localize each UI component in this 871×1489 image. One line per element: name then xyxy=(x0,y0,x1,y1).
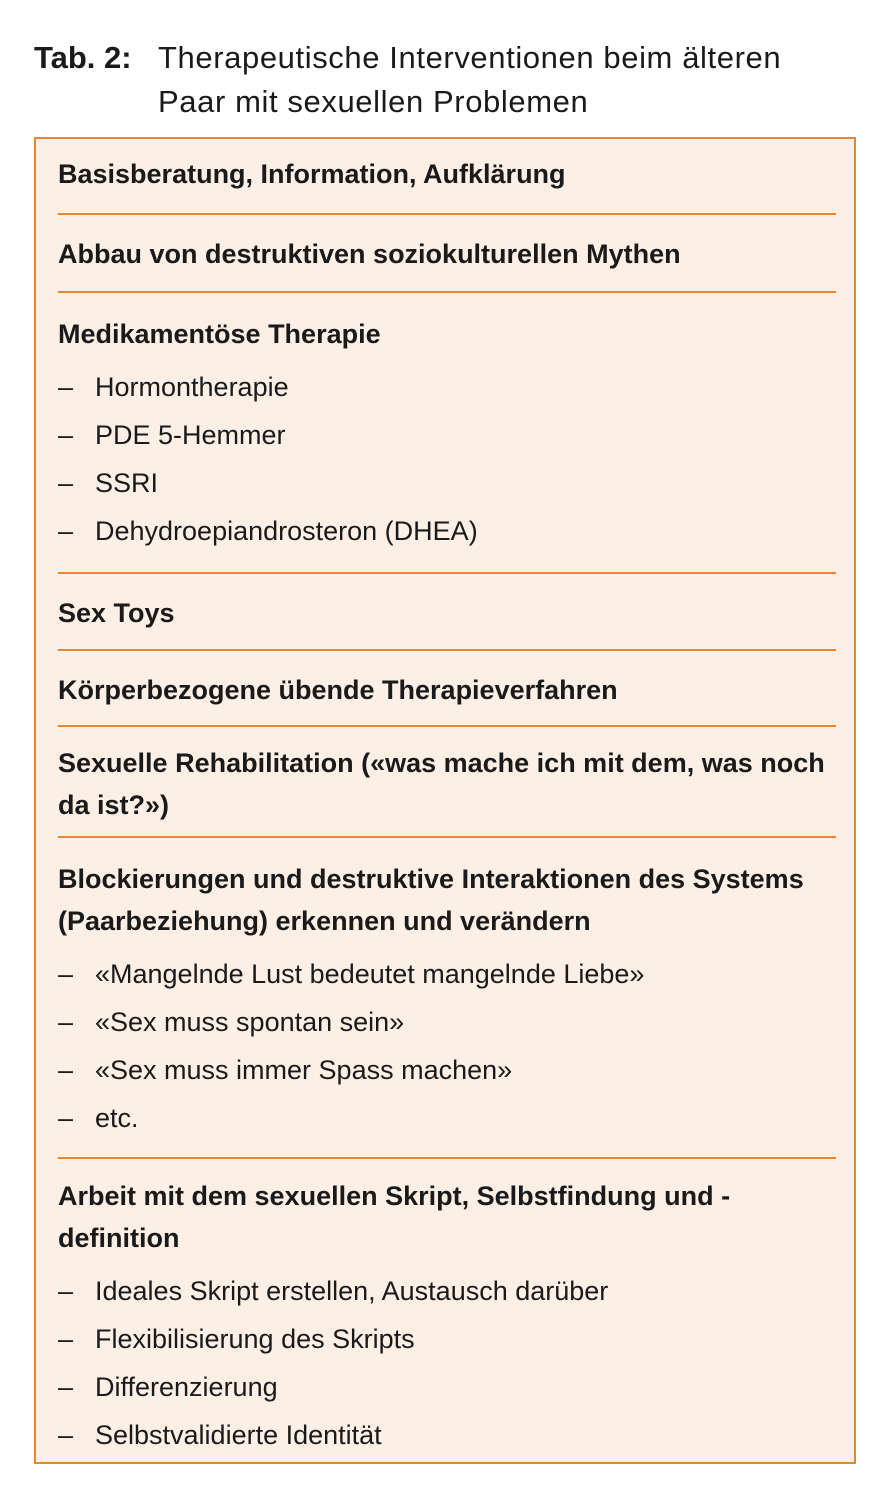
list-item-text: SSRI xyxy=(95,468,159,498)
section-item-list xyxy=(58,950,836,1142)
intervention-table xyxy=(34,137,856,1464)
list-item xyxy=(58,1315,836,1363)
list-item xyxy=(58,1267,836,1315)
dash-bullet: – xyxy=(58,1103,74,1133)
table-section xyxy=(58,592,836,634)
section-title: Medikamentöse Therapie xyxy=(58,319,381,349)
caption-label: Tab. 2: xyxy=(34,40,132,75)
list-item xyxy=(58,411,836,459)
section-title: Blockierungen und destruktive Interaktionen des Systems (Paarbeziehung) erkennen und verändern xyxy=(58,864,804,936)
section-title: Basisberatung, Information, Aufklärung xyxy=(58,159,566,189)
section-title: Abbau von destruktiven soziokulturellen Mythen xyxy=(58,239,681,269)
section-divider xyxy=(58,649,836,651)
dash-bullet: – xyxy=(58,516,74,546)
list-item xyxy=(58,1046,836,1094)
section-divider xyxy=(58,572,836,574)
dash-bullet: – xyxy=(58,468,74,498)
section-divider xyxy=(58,213,836,215)
dash-bullet: – xyxy=(58,1055,74,1085)
section-item-list xyxy=(58,1267,836,1459)
section-title: Sex Toys xyxy=(58,598,175,628)
list-item-text: «Sex muss spontan sein» xyxy=(95,1007,405,1037)
list-item-text: PDE 5-Hemmer xyxy=(95,420,286,450)
list-item-text: «Mangelnde Lust bedeutet mangelnde Liebe» xyxy=(95,959,645,989)
table-section xyxy=(58,742,836,826)
list-item-text: Differenzierung xyxy=(95,1372,278,1402)
list-item-text: Flexibilisierung des Skripts xyxy=(95,1324,415,1354)
list-item-text: Dehydroepiandrosteron (DHEA) xyxy=(95,516,478,546)
dash-bullet: – xyxy=(58,372,74,402)
section-divider xyxy=(58,291,836,293)
table-section xyxy=(58,858,836,1142)
table-caption xyxy=(34,36,854,124)
table-section xyxy=(58,1175,836,1459)
table-section xyxy=(58,313,836,555)
section-title: Sexuelle Rehabilitation («was mache ich mit dem, was noch da ist?») xyxy=(58,748,825,820)
list-item xyxy=(58,363,836,411)
section-title: Arbeit mit dem sexuellen Skript, Selbstfindung und -definition xyxy=(58,1181,731,1253)
dash-bullet: – xyxy=(58,1420,74,1450)
section-item-list xyxy=(58,363,836,555)
list-item-text: Hormontherapie xyxy=(95,372,289,402)
section-title: Körperbezogene übende Therapieverfahren xyxy=(58,675,618,705)
dash-bullet: – xyxy=(58,1007,74,1037)
list-item xyxy=(58,1363,836,1411)
list-item-text: etc. xyxy=(95,1103,139,1133)
section-divider xyxy=(58,725,836,727)
list-item xyxy=(58,1411,836,1459)
list-item-text: «Sex muss immer Spass machen» xyxy=(95,1055,513,1085)
list-item xyxy=(58,950,836,998)
dash-bullet: – xyxy=(58,1372,74,1402)
section-divider xyxy=(58,836,836,838)
dash-bullet: – xyxy=(58,1324,74,1354)
dash-bullet: – xyxy=(58,959,74,989)
list-item xyxy=(58,459,836,507)
list-item xyxy=(58,998,836,1046)
list-item-text: Selbstvalidierte Identität xyxy=(95,1420,382,1450)
caption-title: Therapeutische Interventionen beim älteren Paar mit sexuellen Problemen xyxy=(158,40,782,119)
list-item xyxy=(58,507,836,555)
table-section xyxy=(58,153,836,195)
table-section xyxy=(58,233,836,275)
list-item xyxy=(58,1094,836,1142)
list-item-text: Ideales Skript erstellen, Austausch darüber xyxy=(95,1276,609,1306)
dash-bullet: – xyxy=(58,1276,74,1306)
dash-bullet: – xyxy=(58,420,74,450)
section-divider xyxy=(58,1157,836,1159)
table-section xyxy=(58,669,836,711)
